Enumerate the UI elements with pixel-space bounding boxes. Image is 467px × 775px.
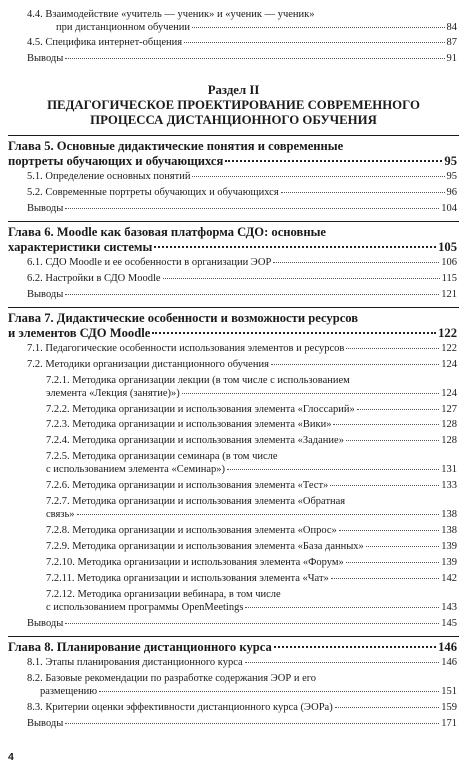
entry-title: Выводы xyxy=(27,618,64,629)
entry-title: 7.2.10. Методика организации и использования элемента «Форум» xyxy=(46,557,344,568)
entry-title: 6.2. Настройки в СДО Moodle xyxy=(27,273,161,284)
dot-leader xyxy=(99,690,439,692)
dot-leader xyxy=(245,606,439,608)
entry-page: 96 xyxy=(446,187,457,198)
toc-entry-7-2-10[interactable] xyxy=(0,557,467,570)
entry-page: 138 xyxy=(441,509,457,520)
entry-page: 122 xyxy=(441,343,457,354)
dot-leader xyxy=(77,513,440,515)
entry-title-line2: размещению xyxy=(40,686,98,697)
entry-page: 145 xyxy=(441,618,457,629)
entry-page: 124 xyxy=(441,359,457,370)
toc-entry-7-2-7-cont[interactable] xyxy=(0,509,467,522)
toc-entry-8-3[interactable] xyxy=(0,702,467,715)
toc-entry-6-1[interactable] xyxy=(0,257,467,270)
chapter-7-heading-cont[interactable] xyxy=(0,326,467,341)
entry-page: 128 xyxy=(441,419,457,430)
chapter-title-line2: портреты обучающих и обучающихся xyxy=(8,154,224,168)
toc-entry-conclusions[interactable] xyxy=(0,289,467,302)
entry-title: Выводы xyxy=(27,289,64,300)
dot-leader xyxy=(192,26,444,28)
entry-page: 171 xyxy=(441,718,457,729)
entry-title: 6.1. СДО Moodle и ее особенности в организации ЭОР xyxy=(27,257,272,268)
dot-leader xyxy=(65,57,444,59)
dot-leader xyxy=(281,191,445,193)
chapter-6-heading-cont[interactable] xyxy=(0,240,467,255)
entry-page: 128 xyxy=(441,435,457,446)
part-title-line1: ПЕДАГОГИЧЕСКОЕ ПРОЕКТИРОВАНИЕ СОВРЕМЕННОГО xyxy=(47,98,420,112)
entry-page: 142 xyxy=(441,573,457,584)
toc-entry-7-2-5-cont[interactable] xyxy=(0,464,467,477)
chapter-title-line1: Глава 5. Основные дидактические понятия и современные xyxy=(8,139,344,153)
entry-title: 4.5. Специфика интернет-общения xyxy=(27,37,183,48)
entry-title: 7.2.11. Методика организации и использования элемента «Чат» xyxy=(46,573,329,584)
toc-entry-8-2[interactable] xyxy=(0,673,467,686)
dot-leader xyxy=(154,245,436,248)
entry-title-line1: 4.4. Взаимодействие «учитель — ученик» и «ученик — ученик» xyxy=(27,9,315,20)
dot-leader xyxy=(65,293,439,295)
chapter-6-heading[interactable] xyxy=(0,225,467,240)
entry-page: 139 xyxy=(441,557,457,568)
dot-leader xyxy=(65,722,439,724)
dot-leader xyxy=(225,159,442,162)
toc-entry-7-2-5[interactable] xyxy=(0,451,467,464)
chapter-title: Глава 8. Планирование дистанционного курса xyxy=(8,640,272,654)
toc-entry-7-2-12-cont[interactable] xyxy=(0,602,467,615)
dot-leader xyxy=(184,41,444,43)
toc-entry-7-1[interactable] xyxy=(0,343,467,356)
chapter-5-heading-cont[interactable] xyxy=(0,154,467,169)
entry-title-line2: элемента «Лекция (занятие)») xyxy=(46,388,180,399)
toc-entry-7-2-1[interactable] xyxy=(0,375,467,388)
entry-title: 7.1. Педагогические особенности использования элементов и ресурсов xyxy=(27,343,345,354)
dot-leader xyxy=(274,645,436,648)
entry-page: 133 xyxy=(441,480,457,491)
entry-page: 91 xyxy=(446,53,457,64)
chapter-7-heading[interactable] xyxy=(0,311,467,326)
toc-entry-5-2[interactable] xyxy=(0,187,467,200)
dot-leader xyxy=(65,207,439,209)
dot-leader xyxy=(357,408,439,410)
dot-leader xyxy=(271,363,439,365)
toc-entry-7-2-6[interactable] xyxy=(0,480,467,493)
toc-entry-7-2-8[interactable] xyxy=(0,525,467,538)
toc-entry-4-4[interactable] xyxy=(0,9,467,22)
dot-leader xyxy=(346,347,439,349)
chapter-page: 95 xyxy=(444,154,457,168)
entry-page: 87 xyxy=(446,37,457,48)
toc-entry-6-2[interactable] xyxy=(0,273,467,286)
chapter-rule xyxy=(8,221,459,222)
entry-title: 7.2.3. Методика организации и использования элемента «Вики» xyxy=(46,419,332,430)
entry-page: 138 xyxy=(441,525,457,536)
chapter-page: 105 xyxy=(438,240,457,254)
entry-page: 124 xyxy=(441,388,457,399)
dot-leader xyxy=(192,175,444,177)
toc-entry-4-5[interactable] xyxy=(0,37,467,50)
part-title-line2: ПРОЦЕССА ДИСТАНЦИОННОГО ОБУЧЕНИЯ xyxy=(90,113,377,127)
entry-title-line1: 7.2.7. Методика организации и использования элемента «Обратная xyxy=(46,496,346,507)
toc-entry-conclusions[interactable] xyxy=(0,53,467,66)
entry-page: 95 xyxy=(446,171,457,182)
dot-leader xyxy=(346,561,439,563)
entry-title: 5.1. Определение основных понятий xyxy=(27,171,191,182)
dot-leader xyxy=(366,545,439,547)
toc-entry-7-2[interactable] xyxy=(0,359,467,372)
entry-title-line1: 7.2.5. Методика организации семинара (в том числе xyxy=(46,451,278,462)
chapter-5-heading[interactable] xyxy=(0,139,467,154)
entry-title: 7.2.6. Методика организации и использования элемента «Тест» xyxy=(46,480,329,491)
entry-title-line1: 7.2.12. Методика организации вебинара, в том числе xyxy=(46,589,281,600)
entry-title: 7.2.9. Методика организации и использования элемента «База данных» xyxy=(46,541,364,552)
entry-page: 151 xyxy=(441,686,457,697)
entry-page: 127 xyxy=(441,404,457,415)
chapter-rule xyxy=(8,307,459,308)
entry-page: 121 xyxy=(441,289,457,300)
entry-page: 131 xyxy=(441,464,457,475)
toc-entry-7-2-11[interactable] xyxy=(0,573,467,586)
entry-page: 146 xyxy=(441,657,457,668)
toc-entry-conclusions[interactable] xyxy=(0,618,467,631)
chapter-rule xyxy=(8,135,459,136)
entry-title: 8.1. Этапы планирования дистанционного курса xyxy=(27,657,243,668)
toc-entry-5-1[interactable] xyxy=(0,171,467,184)
entry-title: 5.2. Современные портреты обучающих и обучающихся xyxy=(27,187,279,198)
toc-entry-conclusions[interactable] xyxy=(0,718,467,731)
entry-title: 7.2.8. Методика организации и использования элемента «Опрос» xyxy=(46,525,337,536)
toc-entry-7-2-1-cont[interactable] xyxy=(0,388,467,401)
toc-entry-8-2-cont[interactable] xyxy=(0,686,467,699)
entry-title-line1: 8.2. Базовые рекомендации по разработке содержания ЭОР и его xyxy=(27,673,317,684)
toc-entry-7-2-7[interactable] xyxy=(0,496,467,509)
toc-entry-4-4-cont[interactable] xyxy=(0,22,467,35)
chapter-title-line1: Глава 7. Дидактические особенности и возможности ресурсов xyxy=(8,311,359,325)
entry-page: 104 xyxy=(441,203,457,214)
chapter-rule xyxy=(8,636,459,637)
entry-title-line2: при дистанционном обучении xyxy=(56,22,191,33)
entry-title: Выводы xyxy=(27,718,64,729)
dot-leader xyxy=(330,484,439,486)
dot-leader xyxy=(245,661,440,663)
entry-title: 7.2.4. Методика организации и использования элемента «Задание» xyxy=(46,435,344,446)
toc-entry-7-2-3[interactable] xyxy=(0,419,467,432)
dot-leader xyxy=(335,706,440,708)
chapter-title-line2: характеристики системы xyxy=(8,240,153,254)
entry-title-line2: с использованием элемента «Семинар») xyxy=(46,464,226,475)
dot-leader xyxy=(333,423,439,425)
toc-entry-7-2-2[interactable] xyxy=(0,404,467,417)
entry-page: 115 xyxy=(441,273,457,284)
toc-entry-7-2-9[interactable] xyxy=(0,541,467,554)
entry-title: 8.3. Критерии оценки эффективности дистанционного курса (ЭОРа) xyxy=(27,702,333,713)
entry-title: Выводы xyxy=(27,53,64,64)
entry-page: 84 xyxy=(446,22,457,33)
dot-leader xyxy=(182,392,439,394)
chapter-page: 146 xyxy=(438,640,457,654)
dot-leader xyxy=(163,277,440,279)
toc-entry-7-2-4[interactable] xyxy=(0,435,467,448)
chapter-title-line1: Глава 6. Moodle как базовая платформа СДО: основные xyxy=(8,225,327,239)
part-label: Раздел II xyxy=(207,83,260,97)
page-number: 4 xyxy=(8,751,14,763)
chapter-8-heading[interactable] xyxy=(0,640,467,655)
toc-entry-conclusions[interactable] xyxy=(0,203,467,216)
entry-page: 139 xyxy=(441,541,457,552)
chapter-title-line2: и элементов СДО Moodle xyxy=(8,326,151,340)
entry-title: 7.2.2. Методика организации и использования элемента «Глоссарий» xyxy=(46,404,355,415)
chapter-page: 122 xyxy=(438,326,457,340)
dot-leader xyxy=(331,577,439,579)
dot-leader xyxy=(273,261,439,263)
dot-leader xyxy=(152,331,436,334)
entry-title-line2: с использованием программы OpenMeetings xyxy=(46,602,244,613)
toc-entry-7-2-12[interactable] xyxy=(0,589,467,602)
entry-title: Выводы xyxy=(27,203,64,214)
toc-entry-8-1[interactable] xyxy=(0,657,467,670)
entry-title-line1: 7.2.1. Методика организации лекции (в том числе с использованием xyxy=(46,375,350,386)
dot-leader xyxy=(65,622,439,624)
dot-leader xyxy=(346,439,439,441)
entry-title-line2: связь» xyxy=(46,509,75,520)
entry-page: 106 xyxy=(441,257,457,268)
entry-page: 143 xyxy=(441,602,457,613)
dot-leader xyxy=(339,529,440,531)
entry-title: 7.2. Методики организации дистанционного обучения xyxy=(27,359,269,370)
entry-page: 159 xyxy=(441,702,457,713)
dot-leader xyxy=(227,468,439,470)
